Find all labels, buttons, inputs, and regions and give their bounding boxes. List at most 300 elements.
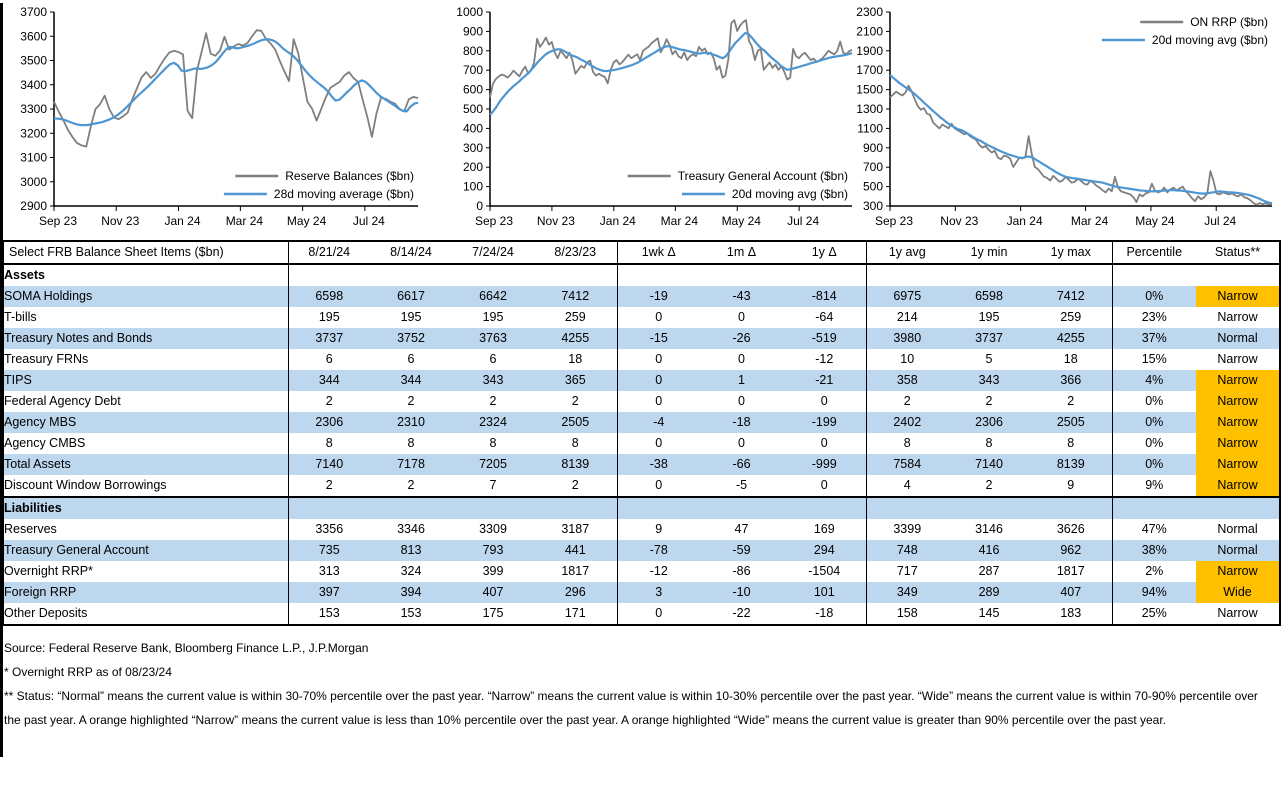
value-cell: 0: [617, 370, 700, 391]
value-cell: -19: [617, 286, 700, 307]
value-cell: 397: [288, 582, 370, 603]
value-cell: 6: [489, 352, 497, 366]
legend-label: 20d moving avg ($bn): [1151, 33, 1268, 47]
x-tick-label: May 24: [1135, 214, 1175, 228]
column-header: 8/23/23: [534, 241, 617, 264]
x-tick-label: Jan 24: [1006, 214, 1043, 228]
value-cell: [783, 264, 866, 286]
value-cell: [370, 497, 452, 519]
value-cell: 358: [866, 370, 948, 391]
value-cell: -38: [617, 454, 700, 475]
x-tick-label: Sep 23: [38, 214, 78, 228]
y-tick-label: 1700: [856, 63, 883, 78]
status-badge: Wide: [1196, 582, 1280, 603]
table-header-row: [3, 241, 1280, 264]
value-cell: 153: [400, 606, 422, 620]
x-tick-label: May 24: [286, 214, 327, 228]
value-cell: 7140: [288, 454, 370, 475]
value-cell: 407: [452, 582, 534, 603]
value-cell: 3356: [288, 519, 370, 540]
value-cell: 214: [866, 307, 948, 328]
reserve-balances-chart: [6, 4, 424, 236]
x-tick-label: May 24: [721, 214, 761, 228]
value-cell: 259: [564, 310, 586, 324]
value-cell: 195: [400, 310, 422, 324]
y-tick-label: 700: [862, 160, 883, 175]
x-tick-label: Jul 24: [1204, 214, 1237, 228]
value-cell: 15%: [1112, 349, 1196, 370]
value-cell: 5: [985, 352, 993, 366]
value-cell: 7: [489, 478, 497, 492]
on-rrp-chart: [842, 4, 1280, 236]
row-label: Liabilities: [3, 497, 288, 519]
legend-label: Treasury General Account ($bn): [677, 169, 848, 183]
value-cell: -21: [783, 370, 866, 391]
status-badge: Normal: [1196, 540, 1280, 561]
series-line: [890, 86, 1272, 205]
y-tick-label: 3000: [20, 174, 47, 189]
value-cell: [783, 497, 866, 519]
value-cell: 2: [1067, 394, 1075, 408]
series-line: [54, 39, 418, 125]
value-cell: 2: [288, 391, 370, 412]
y-tick-label: 900: [462, 24, 483, 39]
value-cell: -1504: [808, 564, 841, 578]
value-cell: 0%: [1112, 286, 1196, 307]
value-cell: 9: [617, 519, 700, 540]
value-cell: 6598: [948, 286, 1030, 307]
value-cell: -59: [700, 540, 783, 561]
value-cell: 0%: [1112, 454, 1196, 475]
value-cell: [452, 264, 534, 286]
value-cell: 8139: [1030, 454, 1112, 475]
value-cell: 8: [985, 436, 993, 450]
status-badge: Narrow: [1217, 352, 1258, 366]
column-header: 1wk Δ: [617, 241, 700, 264]
value-cell: 101: [783, 582, 866, 603]
y-tick-label: 2900: [20, 199, 47, 213]
value-cell: [948, 264, 1030, 286]
row-label: Other Deposits: [4, 606, 88, 620]
y-tick-label: 400: [462, 121, 483, 136]
value-cell: 3: [617, 582, 700, 603]
x-tick-label: Jul 24: [787, 214, 820, 228]
value-cell: -26: [700, 328, 783, 349]
value-cell: [617, 497, 700, 519]
y-tick-label: 1000: [456, 5, 483, 19]
value-cell: 8: [571, 436, 579, 450]
value-cell: -4: [617, 412, 700, 433]
value-cell: 6975: [866, 286, 948, 307]
value-cell: 2505: [534, 412, 617, 433]
value-cell: 8: [489, 436, 497, 450]
value-cell: [452, 497, 534, 519]
value-cell: 3399: [866, 519, 948, 540]
table-row: [3, 433, 1280, 454]
value-cell: 23%: [1112, 307, 1196, 328]
value-cell: 313: [288, 561, 370, 582]
table-row: [3, 391, 1280, 412]
value-cell: 344: [288, 370, 370, 391]
value-cell: [700, 497, 783, 519]
table-row: [3, 582, 1280, 603]
value-cell: 7205: [452, 454, 534, 475]
value-cell: 1: [700, 370, 783, 391]
value-cell: 25%: [1112, 603, 1196, 625]
value-cell: 195: [482, 310, 504, 324]
column-header: 8/14/24: [370, 241, 452, 264]
value-cell: [948, 497, 1030, 519]
value-cell: 2: [985, 394, 993, 408]
x-tick-label: Jan 24: [164, 214, 201, 228]
column-header: 1m Δ: [700, 241, 783, 264]
status-badge: Narrow: [1196, 475, 1280, 497]
row-label: Discount Window Borrowings: [4, 478, 167, 492]
value-cell: 343: [948, 370, 1030, 391]
y-tick-label: 3400: [20, 77, 47, 92]
table-row: [3, 561, 1280, 582]
value-cell: 2: [571, 478, 579, 492]
status-badge: Narrow: [1196, 412, 1280, 433]
status-definition-note: ** Status: “Normal” means the current value is within 30-70% percentile over the past year. “Narrow” means the current value is within 10-30% percentile over the past year. “Wide” means the current value is within 70-90% percentile over the past year. A orange highlighted “Narrow” means the current value is less than 10% percentile over the past year. A orange highlighted “Wide” means the current value is greater than 90% percentile over the past year.: [4, 689, 1258, 727]
value-cell: [866, 264, 948, 286]
overnight-rrp-note: * Overnight RRP as of 08/23/24: [4, 665, 172, 679]
legend-label: Reserve Balances ($bn): [285, 169, 414, 183]
value-cell: 2: [985, 478, 993, 492]
value-cell: 399: [482, 564, 504, 578]
value-cell: 3626: [1056, 522, 1085, 536]
x-tick-label: Nov 23: [536, 214, 575, 228]
value-cell: 441: [534, 540, 617, 561]
value-cell: 296: [534, 582, 617, 603]
table-row: [3, 540, 1280, 561]
table-row: [3, 307, 1280, 328]
y-tick-label: 1900: [856, 43, 883, 58]
value-cell: -519: [783, 328, 866, 349]
value-cell: 8: [866, 433, 948, 454]
value-cell: 145: [978, 606, 1000, 620]
row-label: Assets: [4, 268, 45, 282]
balance-sheet-table: [2, 240, 1281, 626]
value-cell: 0: [738, 310, 745, 324]
section-row: [3, 264, 1280, 286]
value-cell: 3737: [288, 328, 370, 349]
value-cell: 1817: [561, 564, 590, 578]
y-tick-label: 3500: [20, 53, 47, 68]
value-cell: -78: [617, 540, 700, 561]
value-cell: 4255: [1030, 328, 1112, 349]
value-cell: 3763: [452, 328, 534, 349]
row-label: SOMA Holdings: [3, 286, 288, 307]
x-tick-label: Jan 24: [599, 214, 636, 228]
value-cell: -5: [735, 478, 748, 492]
value-cell: 2: [571, 394, 579, 408]
section-row: [3, 497, 1280, 519]
row-label: Agency CMBS: [4, 436, 86, 450]
value-cell: 2310: [370, 412, 452, 433]
status-badge: Narrow: [1196, 286, 1280, 307]
value-cell: 18: [568, 352, 583, 366]
value-cell: 343: [452, 370, 534, 391]
y-tick-label: 3300: [20, 102, 47, 116]
value-cell: 2: [407, 394, 415, 408]
x-tick-label: Mar 24: [660, 214, 699, 228]
value-cell: 6: [407, 352, 415, 366]
x-tick-label: Mar 24: [225, 214, 264, 228]
column-header: 7/24/24: [452, 241, 534, 264]
value-cell: 0: [820, 436, 828, 450]
value-cell: [700, 264, 783, 286]
value-cell: -999: [783, 454, 866, 475]
value-cell: 195: [978, 310, 1000, 324]
value-cell: 289: [948, 582, 1030, 603]
y-tick-label: 0: [476, 199, 483, 213]
table-row: [3, 519, 1280, 540]
value-cell: 7412: [534, 286, 617, 307]
series-line: [490, 33, 852, 115]
y-tick-label: 3100: [20, 150, 47, 165]
value-cell: -814: [783, 286, 866, 307]
value-cell: 169: [813, 522, 835, 536]
value-cell: 153: [288, 603, 370, 625]
value-cell: -18: [700, 412, 783, 433]
value-cell: 3187: [561, 522, 590, 536]
x-tick-label: Nov 23: [940, 214, 979, 228]
value-cell: [288, 497, 370, 519]
value-cell: [1030, 497, 1112, 519]
status-badge: Narrow: [1217, 606, 1258, 620]
column-header: 1y Δ: [783, 241, 866, 264]
table-row: [3, 475, 1280, 497]
legend-label: 20d moving avg ($bn): [731, 187, 848, 201]
value-cell: 8: [288, 433, 370, 454]
value-cell: 0: [738, 352, 745, 366]
y-tick-label: 2100: [856, 24, 883, 39]
series-line: [490, 20, 852, 97]
value-cell: 3980: [866, 328, 948, 349]
x-tick-label: Sep 23: [474, 214, 514, 228]
value-cell: -15: [617, 328, 700, 349]
value-cell: 2505: [1030, 412, 1112, 433]
status-badge: Narrow: [1196, 454, 1280, 475]
y-tick-label: 3700: [20, 5, 47, 19]
table-row: [3, 603, 1280, 625]
value-cell: 3146: [975, 522, 1003, 536]
value-cell: 0: [617, 391, 700, 412]
y-tick-label: 100: [462, 179, 483, 194]
value-cell: 6642: [452, 286, 534, 307]
value-cell: 4: [866, 475, 948, 497]
value-cell: 183: [1060, 606, 1082, 620]
value-cell: 38%: [1112, 540, 1196, 561]
value-cell: 37%: [1112, 328, 1196, 349]
value-cell: 748: [866, 540, 948, 561]
value-cell: 0: [617, 475, 700, 497]
value-cell: 7178: [370, 454, 452, 475]
value-cell: 4255: [534, 328, 617, 349]
y-tick-label: 700: [462, 63, 483, 78]
value-cell: 158: [866, 603, 948, 625]
value-cell: 0: [738, 436, 745, 450]
value-cell: 717: [866, 561, 948, 582]
y-tick-label: 300: [462, 140, 483, 155]
status-badge: Narrow: [1217, 310, 1258, 324]
value-cell: 0: [820, 394, 828, 408]
value-cell: 294: [783, 540, 866, 561]
value-cell: [1112, 497, 1196, 519]
value-cell: 0: [617, 433, 700, 454]
y-tick-label: 1300: [856, 102, 883, 116]
value-cell: 0: [820, 478, 828, 492]
y-tick-label: 2300: [856, 5, 883, 19]
value-cell: [1112, 264, 1196, 286]
value-cell: 8139: [534, 454, 617, 475]
value-cell: 47: [734, 522, 749, 536]
value-cell: 813: [370, 540, 452, 561]
value-cell: 735: [288, 540, 370, 561]
table-row: [3, 412, 1280, 433]
status-badge: Narrow: [1196, 391, 1280, 412]
row-label: Agency MBS: [3, 412, 288, 433]
treasury-general-account-chart: [446, 4, 860, 236]
row-label: T-bills: [4, 310, 37, 324]
x-tick-label: Jul 24: [352, 214, 385, 228]
value-cell: 6598: [288, 286, 370, 307]
source-note: Source: Federal Reserve Bank, Bloomberg Finance L.P., J.P.Morgan: [4, 641, 369, 655]
value-cell: 2%: [1112, 561, 1196, 582]
status-badge: Narrow: [1196, 370, 1280, 391]
value-cell: 793: [452, 540, 534, 561]
value-cell: 7140: [948, 454, 1030, 475]
value-cell: 0: [617, 349, 700, 370]
table-row: [3, 370, 1280, 391]
column-header: 1y max: [1030, 241, 1112, 264]
y-tick-label: 500: [462, 102, 483, 116]
value-cell: 195: [288, 307, 370, 328]
value-cell: 3752: [370, 328, 452, 349]
table-row: [3, 349, 1280, 370]
y-tick-label: 600: [462, 82, 483, 97]
value-cell: 2: [489, 394, 497, 408]
value-cell: [866, 497, 948, 519]
value-cell: 349: [866, 582, 948, 603]
value-cell: 344: [370, 370, 452, 391]
status-badge: [1196, 264, 1280, 286]
value-cell: 47%: [1112, 519, 1196, 540]
value-cell: 2: [407, 478, 415, 492]
table-row: [3, 286, 1280, 307]
x-tick-label: Nov 23: [101, 214, 140, 228]
value-cell: 4%: [1112, 370, 1196, 391]
column-header: 1y min: [948, 241, 1030, 264]
value-cell: -12: [617, 561, 700, 582]
value-cell: 2324: [452, 412, 534, 433]
value-cell: 7412: [1030, 286, 1112, 307]
value-cell: -199: [783, 412, 866, 433]
value-cell: 3346: [397, 522, 425, 536]
value-cell: 7584: [866, 454, 948, 475]
value-cell: 1817: [1056, 564, 1085, 578]
value-cell: 6: [288, 349, 370, 370]
x-tick-label: Sep 23: [874, 214, 914, 228]
value-cell: 9%: [1112, 475, 1196, 497]
status-badge: [1196, 497, 1280, 519]
value-cell: -12: [815, 352, 834, 366]
row-label: Reserves: [4, 522, 57, 536]
value-cell: 324: [400, 564, 422, 578]
status-badge: Normal: [1196, 328, 1280, 349]
value-cell: [534, 497, 617, 519]
value-cell: 2306: [288, 412, 370, 433]
value-cell: 0: [617, 307, 700, 328]
value-cell: 0: [617, 603, 700, 625]
value-cell: 9: [1067, 478, 1075, 492]
value-cell: 3737: [948, 328, 1030, 349]
value-cell: -18: [815, 606, 834, 620]
value-cell: -10: [700, 582, 783, 603]
table-row: [3, 328, 1280, 349]
value-cell: 18: [1063, 352, 1078, 366]
row-label: Treasury Notes and Bonds: [3, 328, 288, 349]
value-cell: 2306: [948, 412, 1030, 433]
column-header: Status**: [1196, 241, 1280, 264]
value-cell: -66: [700, 454, 783, 475]
value-cell: -64: [815, 310, 834, 324]
value-cell: 365: [534, 370, 617, 391]
value-cell: [534, 264, 617, 286]
y-tick-label: 300: [862, 199, 883, 213]
value-cell: [1030, 264, 1112, 286]
value-cell: 287: [978, 564, 1000, 578]
y-tick-label: 1100: [857, 121, 883, 136]
value-cell: 366: [1030, 370, 1112, 391]
legend-label: ON RRP ($bn): [1190, 15, 1268, 29]
y-tick-label: 500: [862, 179, 883, 194]
y-tick-label: 800: [462, 43, 483, 58]
row-label: Overnight RRP*: [4, 564, 93, 578]
value-cell: 259: [1060, 310, 1082, 324]
value-cell: 94%: [1112, 582, 1196, 603]
row-label: Foreign RRP: [3, 582, 288, 603]
status-badge: Narrow: [1196, 433, 1280, 454]
y-tick-label: 3600: [20, 29, 47, 44]
value-cell: 8: [407, 436, 415, 450]
table-title-header: Select FRB Balance Sheet Items ($bn): [3, 241, 288, 264]
y-tick-label: 1500: [856, 82, 883, 97]
value-cell: -86: [732, 564, 751, 578]
value-cell: 8: [1067, 436, 1075, 450]
value-cell: 407: [1030, 582, 1112, 603]
value-cell: 171: [564, 606, 586, 620]
table-row: [3, 454, 1280, 475]
status-badge: Normal: [1217, 522, 1258, 536]
column-header: Percentile: [1112, 241, 1196, 264]
row-label: Total Assets: [3, 454, 288, 475]
value-cell: 2: [288, 475, 370, 497]
value-cell: -22: [732, 606, 751, 620]
column-header: 8/21/24: [288, 241, 370, 264]
x-tick-label: Mar 24: [1070, 214, 1109, 228]
y-tick-label: 200: [462, 160, 483, 175]
value-cell: -43: [700, 286, 783, 307]
value-cell: 3309: [479, 522, 507, 536]
row-label: TIPS: [3, 370, 288, 391]
legend-label: 28d moving average ($bn): [273, 187, 414, 201]
value-cell: 962: [1030, 540, 1112, 561]
value-cell: 0%: [1112, 391, 1196, 412]
value-cell: 0%: [1112, 433, 1196, 454]
row-label: Federal Agency Debt: [4, 394, 121, 408]
